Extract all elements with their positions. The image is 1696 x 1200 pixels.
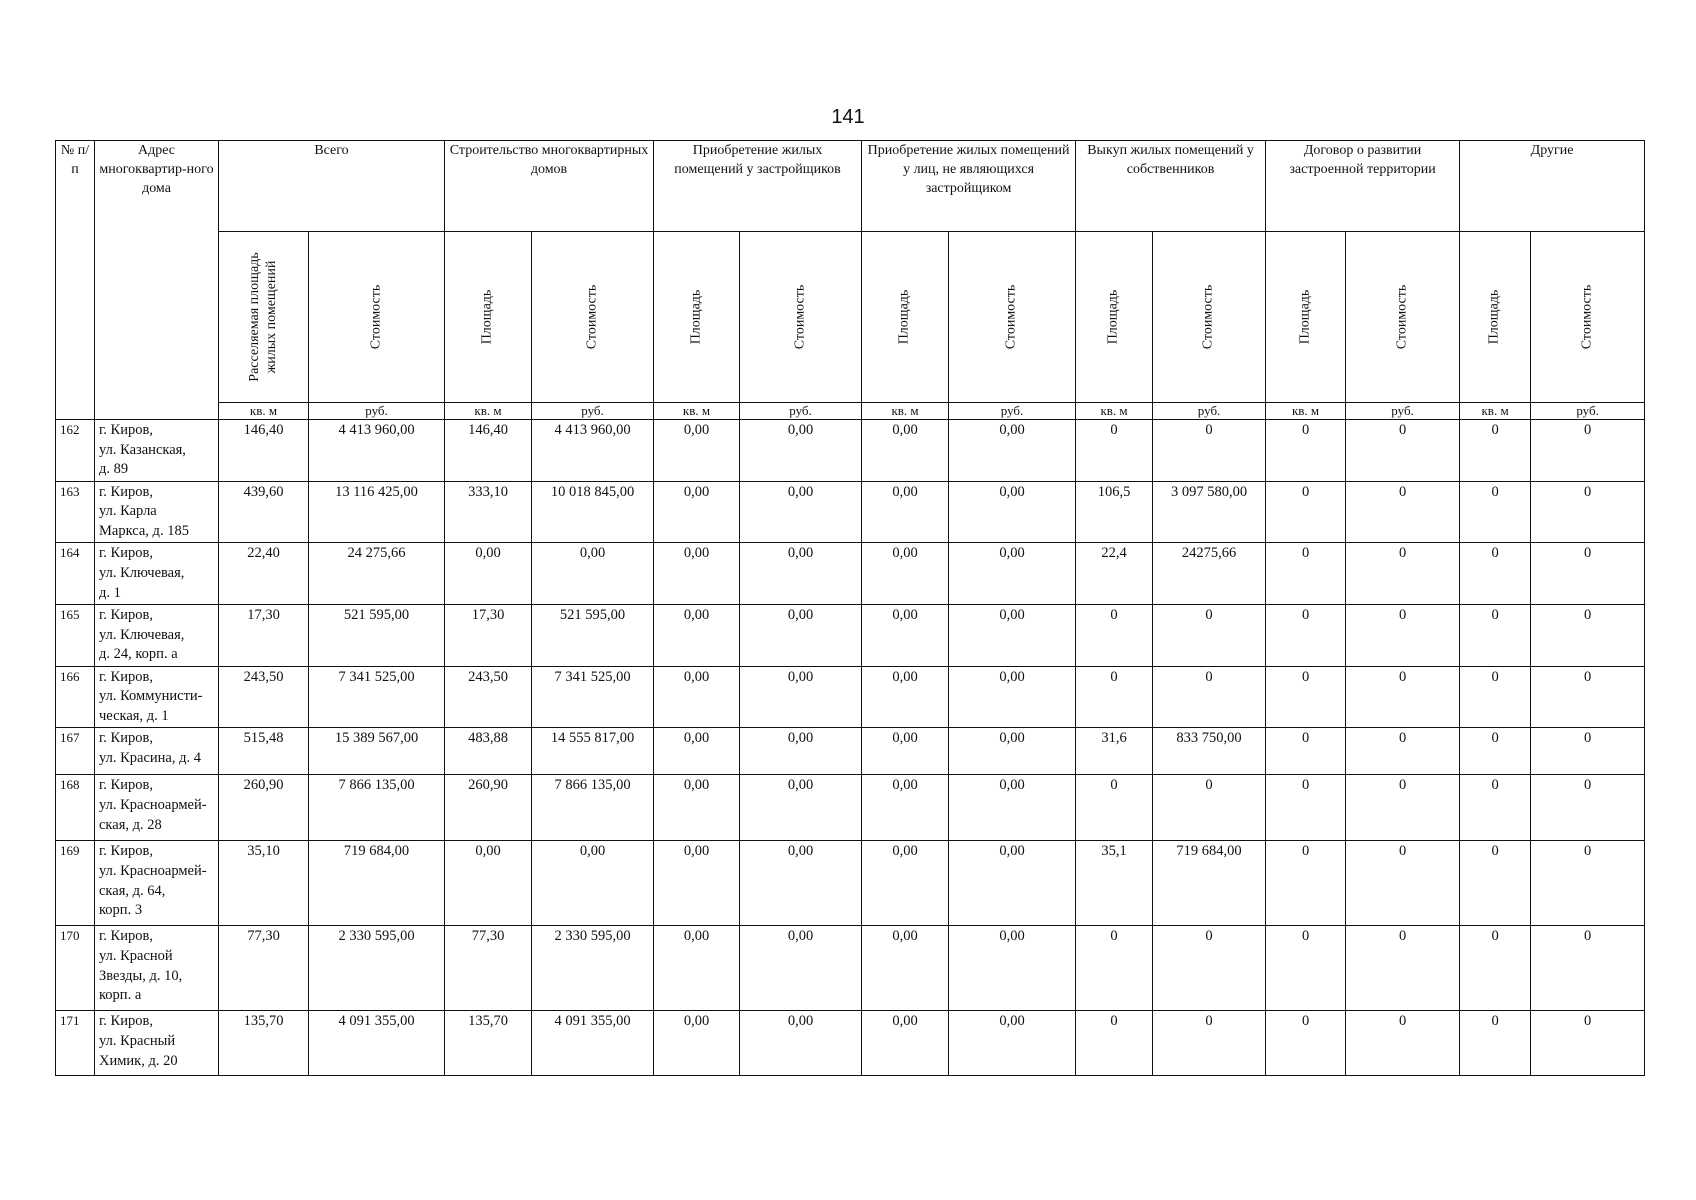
row-value: 0 xyxy=(1460,605,1531,667)
row-value: 439,60 xyxy=(219,481,309,543)
row-value: 135,70 xyxy=(445,1011,532,1076)
row-number: 165 xyxy=(56,605,95,667)
subheader-cell xyxy=(654,232,740,403)
unit-cell: кв. м xyxy=(654,403,740,420)
row-address: г. Киров, ул. Ключевая, д. 24, корп. а xyxy=(95,605,219,667)
row-value: 0 xyxy=(1460,1011,1531,1076)
row-value: 135,70 xyxy=(219,1011,309,1076)
row-value: 0 xyxy=(1460,666,1531,728)
row-value: 0 xyxy=(1266,926,1346,1011)
subheader-cell xyxy=(445,232,532,403)
row-value: 24275,66 xyxy=(1153,543,1266,605)
row-value: 515,48 xyxy=(219,728,309,775)
table-row xyxy=(56,926,1645,1011)
subheader-label: Стоимость xyxy=(584,284,600,350)
row-value: 0,00 xyxy=(862,728,949,775)
row-value: 0 xyxy=(1346,926,1460,1011)
row-number: 163 xyxy=(56,481,95,543)
unit-cell: руб. xyxy=(1153,403,1266,420)
row-value: 0,00 xyxy=(740,420,862,482)
subheader-cell xyxy=(1153,232,1266,403)
row-value: 0 xyxy=(1266,420,1346,482)
row-number: 169 xyxy=(56,841,95,926)
row-value: 0 xyxy=(1460,926,1531,1011)
row-value: 0 xyxy=(1266,775,1346,841)
header-num: № п/п xyxy=(56,141,95,420)
header-row-subcolumns xyxy=(56,232,1645,403)
table-row xyxy=(56,666,1645,728)
row-value: 0,00 xyxy=(949,605,1076,667)
row-value: 0,00 xyxy=(740,775,862,841)
row-value: 0 xyxy=(1076,666,1153,728)
row-value: 0 xyxy=(1531,420,1645,482)
row-value: 0,00 xyxy=(862,420,949,482)
subheader-cell xyxy=(1076,232,1153,403)
row-address: г. Киров, ул. Казанская, д. 89 xyxy=(95,420,219,482)
row-number: 171 xyxy=(56,1011,95,1076)
row-value: 0 xyxy=(1153,775,1266,841)
row-value: 0 xyxy=(1076,775,1153,841)
table-row xyxy=(56,1011,1645,1076)
row-value: 0,00 xyxy=(740,605,862,667)
row-value: 0,00 xyxy=(862,481,949,543)
header-group-construction: Строительство многоквартирных домов xyxy=(445,141,654,232)
header-row-units xyxy=(56,403,1645,420)
row-value: 0,00 xyxy=(949,1011,1076,1076)
row-value: 0,00 xyxy=(445,841,532,926)
row-value: 0 xyxy=(1346,841,1460,926)
subheader-label: Стоимость xyxy=(792,284,808,350)
row-value: 243,50 xyxy=(219,666,309,728)
row-value: 833 750,00 xyxy=(1153,728,1266,775)
row-value: 0,00 xyxy=(862,605,949,667)
row-value: 3 097 580,00 xyxy=(1153,481,1266,543)
subheader-cell xyxy=(1266,232,1346,403)
row-value: 0 xyxy=(1153,666,1266,728)
row-value: 0 xyxy=(1346,1011,1460,1076)
row-value: 0,00 xyxy=(949,543,1076,605)
row-value: 0 xyxy=(1076,926,1153,1011)
resettlement-table xyxy=(55,140,1645,1076)
row-value: 35,10 xyxy=(219,841,309,926)
row-value: 0,00 xyxy=(740,666,862,728)
subheader-cell xyxy=(1460,232,1531,403)
unit-cell: руб. xyxy=(1346,403,1460,420)
row-value: 4 413 960,00 xyxy=(309,420,445,482)
header-row-groups xyxy=(56,141,1645,232)
unit-cell: кв. м xyxy=(1266,403,1346,420)
row-value: 7 866 135,00 xyxy=(532,775,654,841)
row-value: 0 xyxy=(1531,605,1645,667)
row-value: 106,5 xyxy=(1076,481,1153,543)
subheader-label: Площадь xyxy=(1105,289,1121,345)
row-value: 0,00 xyxy=(862,775,949,841)
row-value: 0 xyxy=(1076,1011,1153,1076)
row-value: 146,40 xyxy=(445,420,532,482)
row-value: 521 595,00 xyxy=(309,605,445,667)
row-value: 0 xyxy=(1266,605,1346,667)
row-value: 146,40 xyxy=(219,420,309,482)
table-row xyxy=(56,841,1645,926)
row-value: 0 xyxy=(1346,605,1460,667)
row-value: 0,00 xyxy=(949,728,1076,775)
row-value: 0,00 xyxy=(654,605,740,667)
unit-cell: кв. м xyxy=(1076,403,1153,420)
row-address: г. Киров, ул. Красноармей- ская, д. 28 xyxy=(95,775,219,841)
subheader-label: Стоимость xyxy=(1003,284,1019,350)
row-value: 0,00 xyxy=(862,926,949,1011)
row-address: г. Киров, ул. Красный Химик, д. 20 xyxy=(95,1011,219,1076)
row-address: г. Киров, ул. Красной Звезды, д. 10, корп. а xyxy=(95,926,219,1011)
row-value: 0 xyxy=(1266,543,1346,605)
row-value: 7 341 525,00 xyxy=(309,666,445,728)
row-value: 31,6 xyxy=(1076,728,1153,775)
header-group-other: Другие xyxy=(1460,141,1645,232)
row-value: 0 xyxy=(1531,841,1645,926)
row-value: 0,00 xyxy=(949,775,1076,841)
row-value: 0,00 xyxy=(445,543,532,605)
unit-cell: кв. м xyxy=(862,403,949,420)
row-number: 168 xyxy=(56,775,95,841)
row-value: 0,00 xyxy=(740,841,862,926)
row-value: 0,00 xyxy=(654,666,740,728)
subheader-label: Площадь xyxy=(479,289,495,345)
table-row xyxy=(56,481,1645,543)
subheader-label: Стоимость xyxy=(1579,284,1595,350)
row-value: 0 xyxy=(1531,1011,1645,1076)
row-value: 0 xyxy=(1076,605,1153,667)
unit-cell: кв. м xyxy=(219,403,309,420)
header-group-purchase-developers: Приобретение жилых помещений у застройщиков xyxy=(654,141,862,232)
row-value: 0,00 xyxy=(654,481,740,543)
row-value: 0,00 xyxy=(740,481,862,543)
row-value: 0 xyxy=(1266,666,1346,728)
row-number: 166 xyxy=(56,666,95,728)
row-value: 0,00 xyxy=(654,926,740,1011)
row-value: 0 xyxy=(1346,481,1460,543)
row-value: 10 018 845,00 xyxy=(532,481,654,543)
subheader-label: Площадь xyxy=(1297,289,1313,345)
row-value: 0 xyxy=(1266,481,1346,543)
row-value: 0 xyxy=(1531,728,1645,775)
subheader-label: Площадь xyxy=(896,289,912,345)
row-address: г. Киров, ул. Коммунисти- ческая, д. 1 xyxy=(95,666,219,728)
row-value: 719 684,00 xyxy=(1153,841,1266,926)
row-address: г. Киров, ул. Красина, д. 4 xyxy=(95,728,219,775)
row-value: 17,30 xyxy=(219,605,309,667)
subheader-cell xyxy=(309,232,445,403)
subheader-label: Площадь xyxy=(1486,289,1502,345)
row-value: 0,00 xyxy=(740,728,862,775)
row-value: 0,00 xyxy=(862,1011,949,1076)
row-value: 0,00 xyxy=(740,926,862,1011)
row-value: 0,00 xyxy=(654,543,740,605)
row-number: 162 xyxy=(56,420,95,482)
row-value: 0 xyxy=(1460,775,1531,841)
header-group-territory-agreement: Договор о развитии застроенной территории xyxy=(1266,141,1460,232)
subheader-label: Стоимость xyxy=(1394,284,1410,350)
row-value: 0,00 xyxy=(740,1011,862,1076)
header-group-buyout-owners: Выкуп жилых помещений у собственников xyxy=(1076,141,1266,232)
row-value: 7 866 135,00 xyxy=(309,775,445,841)
row-value: 260,90 xyxy=(219,775,309,841)
table-row xyxy=(56,420,1645,482)
row-value: 17,30 xyxy=(445,605,532,667)
row-address: г. Киров, ул. Ключевая, д. 1 xyxy=(95,543,219,605)
row-value: 0 xyxy=(1076,420,1153,482)
table-row xyxy=(56,543,1645,605)
row-value: 0,00 xyxy=(654,728,740,775)
row-value: 22,4 xyxy=(1076,543,1153,605)
subheader-cell xyxy=(740,232,862,403)
subheader-cell xyxy=(532,232,654,403)
header-group-purchase-non-developers: Приобретение жилых помещений у лиц, не являющихся застройщиком xyxy=(862,141,1076,232)
row-value: 0 xyxy=(1153,420,1266,482)
row-value: 0,00 xyxy=(654,841,740,926)
subheader-cell xyxy=(949,232,1076,403)
row-value: 0 xyxy=(1153,1011,1266,1076)
row-value: 0 xyxy=(1153,605,1266,667)
row-value: 0,00 xyxy=(862,841,949,926)
table-row xyxy=(56,775,1645,841)
row-value: 719 684,00 xyxy=(309,841,445,926)
row-value: 0 xyxy=(1531,481,1645,543)
row-value: 77,30 xyxy=(219,926,309,1011)
row-value: 4 413 960,00 xyxy=(532,420,654,482)
row-value: 0,00 xyxy=(949,420,1076,482)
row-value: 0 xyxy=(1346,728,1460,775)
subheader-label: Расселяемая площадь жилых помещений xyxy=(246,252,279,382)
unit-cell: руб. xyxy=(532,403,654,420)
unit-cell: руб. xyxy=(740,403,862,420)
row-value: 0,00 xyxy=(862,543,949,605)
row-value: 0 xyxy=(1266,841,1346,926)
row-value: 0 xyxy=(1346,420,1460,482)
row-value: 243,50 xyxy=(445,666,532,728)
row-value: 0,00 xyxy=(949,666,1076,728)
page-number: 141 xyxy=(831,106,865,128)
table-row xyxy=(56,605,1645,667)
row-value: 0 xyxy=(1531,775,1645,841)
row-value: 4 091 355,00 xyxy=(532,1011,654,1076)
row-value: 7 341 525,00 xyxy=(532,666,654,728)
row-value: 0 xyxy=(1460,728,1531,775)
row-value: 4 091 355,00 xyxy=(309,1011,445,1076)
unit-cell: кв. м xyxy=(1460,403,1531,420)
row-value: 77,30 xyxy=(445,926,532,1011)
subheader-label: Площадь xyxy=(688,289,704,345)
row-value: 2 330 595,00 xyxy=(309,926,445,1011)
row-value: 521 595,00 xyxy=(532,605,654,667)
row-value: 13 116 425,00 xyxy=(309,481,445,543)
row-value: 0 xyxy=(1531,666,1645,728)
row-value: 0,00 xyxy=(654,420,740,482)
row-value: 0 xyxy=(1153,926,1266,1011)
row-value: 0,00 xyxy=(654,1011,740,1076)
row-value: 0 xyxy=(1346,543,1460,605)
subheader-label: Стоимость xyxy=(1200,284,1216,350)
row-value: 0 xyxy=(1460,841,1531,926)
row-value: 0,00 xyxy=(532,543,654,605)
row-value: 0 xyxy=(1531,543,1645,605)
row-value: 0 xyxy=(1266,1011,1346,1076)
unit-cell: кв. м xyxy=(445,403,532,420)
subheader-cell xyxy=(219,232,309,403)
row-value: 0,00 xyxy=(654,775,740,841)
row-value: 483,88 xyxy=(445,728,532,775)
row-value: 0,00 xyxy=(740,543,862,605)
row-number: 170 xyxy=(56,926,95,1011)
subheader-cell xyxy=(862,232,949,403)
subheader-label: Стоимость xyxy=(368,284,384,350)
row-value: 2 330 595,00 xyxy=(532,926,654,1011)
header-address: Адрес многоквартир-ного дома xyxy=(95,141,219,420)
unit-cell: руб. xyxy=(949,403,1076,420)
header-group-total: Всего xyxy=(219,141,445,232)
subheader-cell xyxy=(1346,232,1460,403)
row-address: г. Киров, ул. Красноармей- ская, д. 64, корп. 3 xyxy=(95,841,219,926)
row-value: 0 xyxy=(1346,666,1460,728)
row-value: 260,90 xyxy=(445,775,532,841)
row-value: 0 xyxy=(1460,481,1531,543)
row-value: 333,10 xyxy=(445,481,532,543)
row-value: 0 xyxy=(1460,420,1531,482)
row-value: 0,00 xyxy=(949,481,1076,543)
row-value: 15 389 567,00 xyxy=(309,728,445,775)
unit-cell: руб. xyxy=(309,403,445,420)
row-value: 0,00 xyxy=(949,926,1076,1011)
row-value: 0 xyxy=(1460,543,1531,605)
row-number: 167 xyxy=(56,728,95,775)
subheader-cell xyxy=(1531,232,1645,403)
row-value: 35,1 xyxy=(1076,841,1153,926)
row-value: 14 555 817,00 xyxy=(532,728,654,775)
row-value: 0 xyxy=(1266,728,1346,775)
row-value: 0,00 xyxy=(532,841,654,926)
unit-cell: руб. xyxy=(1531,403,1645,420)
row-value: 0,00 xyxy=(949,841,1076,926)
row-value: 0 xyxy=(1531,926,1645,1011)
row-address: г. Киров, ул. Карла Маркса, д. 185 xyxy=(95,481,219,543)
row-number: 164 xyxy=(56,543,95,605)
table-row xyxy=(56,728,1645,775)
row-value: 24 275,66 xyxy=(309,543,445,605)
row-value: 0 xyxy=(1346,775,1460,841)
row-value: 22,40 xyxy=(219,543,309,605)
row-value: 0,00 xyxy=(862,666,949,728)
